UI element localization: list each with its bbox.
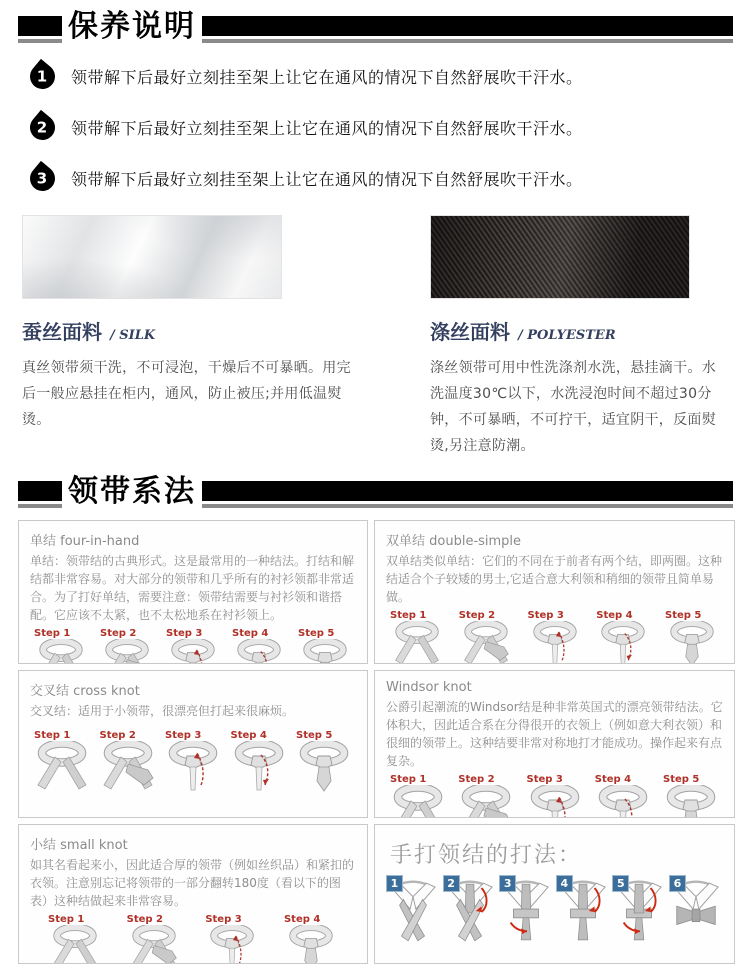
- tie-step: [96, 628, 158, 664]
- tie-step: [44, 914, 106, 964]
- care-item: [30, 62, 750, 90]
- tie-step: [162, 628, 224, 664]
- fabric-name: 涤丝面料: [430, 320, 510, 344]
- step-label: Step 2: [458, 774, 495, 785]
- care-item-text: 领带解下后最好立刻挂至架上让它在通风的情况下自然舒展吹干汗水。: [71, 67, 583, 87]
- steps-row: [386, 774, 723, 818]
- fabric-silk-column: [22, 215, 352, 459]
- step-label: Step 4: [596, 610, 633, 621]
- tie-step: [227, 730, 291, 797]
- fabric-name: 蚕丝面料: [22, 320, 102, 344]
- care-section-banner: [18, 9, 733, 46]
- step-label: Step 5: [665, 610, 702, 621]
- tie-step-illustration: [454, 785, 518, 818]
- tiebox-description: 如其名看起来小，因此适合厚的领带（例如丝织品）和紧扣的衣领。注意别忘记将领带的一部分翻转180度（看以下的图表）这种结做起来非常容易。: [30, 858, 355, 908]
- droplet-number-icon: [25, 109, 60, 144]
- step-number-badge: 1: [386, 875, 403, 892]
- droplet-number-icon: [25, 160, 60, 195]
- tie-step: [30, 628, 92, 664]
- tie-step: [386, 610, 448, 664]
- tie-step: [96, 730, 160, 797]
- tie-step-illustration: [161, 741, 225, 797]
- tiebox-title: 单结 four-in-hand: [30, 534, 140, 549]
- tie-step-illustration: [30, 639, 92, 664]
- care-item-text: 领带解下后最好立刻挂至架上让它在通风的情况下自然舒展吹干汗水。: [71, 169, 583, 189]
- polyester-fabric-image: [430, 215, 690, 299]
- step-label: Step 4: [230, 730, 267, 741]
- tie-step-illustration: [455, 621, 517, 664]
- banner-right-bar: [202, 16, 733, 43]
- step-label: Step 3: [526, 774, 563, 785]
- tie-step: [123, 914, 185, 964]
- step-label: Step 5: [296, 730, 333, 741]
- banner-right-bar: [202, 481, 733, 508]
- step-label: Step 2: [126, 914, 164, 925]
- fabric-title-row: [22, 316, 352, 345]
- tie-step-illustration: [386, 621, 448, 664]
- step-label: Step 3: [527, 610, 564, 621]
- tiebox-title: 小结 small knot: [30, 838, 128, 853]
- tiebox-description: 公爵引起潮流的Windsor结是种非常英国式的漂亮领带结法。它体积大，因此适合系在分得很开的衣领上（例如意大利衣领）和很细的领带上。这种结要非常对称地打才能成功。操作起来有点复杂。: [386, 700, 723, 768]
- tiebox-title: Windsor knot: [386, 680, 472, 695]
- droplet-number: 3: [37, 169, 48, 187]
- step-number-badge: 3: [499, 875, 516, 892]
- tie-step: [523, 774, 587, 818]
- tie-step-illustration: [201, 925, 263, 964]
- care-item-text: 领带解下后最好立刻挂至架上让它在通风的情况下自然舒展吹干汗水。: [71, 118, 583, 138]
- banner-left-bar: [18, 481, 62, 508]
- tiebox-description: 交叉结：适用于小领带，很漂亮但打起来很麻烦。: [30, 704, 295, 718]
- tie-step: [280, 914, 342, 964]
- care-section-title: 保养说明: [68, 9, 196, 44]
- steps-row: [386, 610, 723, 664]
- tie-step: [591, 774, 655, 818]
- tying-section-title: 领带系法: [68, 474, 196, 509]
- step-label: Step 3: [166, 628, 203, 639]
- care-item: [30, 164, 750, 192]
- step-label: Step 4: [232, 628, 269, 639]
- tie-step-illustration: [44, 925, 106, 964]
- tiebox-cross-knot: [18, 670, 368, 818]
- tie-step-illustration: [661, 621, 723, 664]
- tie-step: [161, 730, 225, 797]
- tiebox-windsor-knot: [374, 670, 735, 818]
- step-label: Step 2: [458, 610, 496, 621]
- tie-step-illustration: [96, 741, 160, 797]
- tying-method-grid: [18, 520, 735, 964]
- bowtie-step: [501, 875, 551, 953]
- step-label: Step 1: [48, 914, 85, 925]
- step-label: Step 1: [390, 774, 427, 785]
- steps-row: [30, 628, 356, 664]
- tie-step-illustration: [524, 621, 586, 664]
- bowtie-step: [614, 875, 664, 953]
- step-number-badge: 5: [612, 875, 629, 892]
- tie-step-illustration: [96, 639, 158, 664]
- tie-step: [454, 774, 518, 818]
- tie-step-illustration: [592, 621, 654, 664]
- fabric-polyester-column: [430, 215, 728, 459]
- tie-step-illustration: [30, 741, 94, 797]
- droplet-number: 2: [37, 118, 48, 136]
- tie-step-illustration: [162, 639, 224, 664]
- banner-left-bar: [18, 16, 62, 43]
- step-label: Step 2: [100, 628, 137, 639]
- bowtie-step: [671, 875, 721, 953]
- steps-row: [30, 914, 356, 964]
- tie-step-illustration: [227, 741, 291, 797]
- droplet-number: 1: [37, 67, 48, 85]
- fabric-title-row: [430, 316, 728, 345]
- step-label: Step 4: [283, 914, 321, 925]
- tie-step-illustration: [591, 785, 655, 818]
- tie-step: [294, 628, 356, 664]
- step-label: Step 5: [663, 774, 700, 785]
- tiebox-small-knot: [18, 824, 368, 964]
- step-label: Step 1: [34, 628, 71, 639]
- tie-step-illustration: [123, 925, 185, 964]
- tie-step: [661, 610, 723, 664]
- tie-step: [455, 610, 517, 664]
- tie-step-illustration: [386, 785, 450, 818]
- fabric-description: 涤丝领带可用中性洗涤剂水洗，悬挂滴干。水洗温度30℃以下，水洗浸泡时间不超过30分钟，不可暴晒，不可拧干，适宜阴干，反面熨烫,另注意防潮。: [430, 360, 716, 454]
- tie-step-illustration: [228, 639, 290, 664]
- step-label: Step 4: [594, 774, 632, 785]
- tie-step-illustration: [292, 741, 356, 797]
- tie-step: [30, 730, 94, 797]
- bowtie-step: [558, 875, 608, 953]
- tie-step-illustration: [659, 785, 723, 818]
- fabric-section: [22, 215, 728, 459]
- tiebox-description: 单结：领带结的古典形式。这是最常用的一种结法。打结和解结都非常容易。对大部分的领带和几乎所有的衬衫领都非常适合。为了打好单结，需要注意：领带结需要与衬衫领和谐搭配。它应该不太紧，也不太松地系在衬衫领上。: [30, 554, 355, 622]
- step-label: Step 3: [205, 914, 242, 925]
- tiebox-description: 双单结类似单结：它们的不同在于前者有两个结，即两圈。这种结适合个子较矮的男士,它适合意大利领和稍细的领带且简单易做。: [386, 554, 723, 604]
- care-item: [30, 113, 750, 141]
- bowtie-step: [388, 875, 438, 953]
- tiebox-title: 双单结 double-simple: [386, 534, 522, 549]
- step-label: Step 3: [165, 730, 202, 741]
- bowtie-step: [445, 875, 495, 953]
- tie-step: [386, 774, 450, 818]
- silk-fabric-image: [22, 215, 282, 299]
- step-number-badge: 4: [556, 875, 573, 892]
- bowtie-steps-row: [386, 875, 723, 953]
- fabric-name-en: / SILK: [110, 328, 156, 343]
- step-label: Step 1: [390, 610, 427, 621]
- tying-section-banner: [18, 474, 733, 511]
- steps-row: [30, 730, 356, 797]
- tie-step: [292, 730, 356, 797]
- step-label: Step 2: [99, 730, 136, 741]
- care-instruction-list: [30, 62, 750, 192]
- droplet-number-icon: [25, 58, 60, 93]
- tie-step: [659, 774, 723, 818]
- step-label: Step 1: [34, 730, 71, 741]
- step-number-badge: 6: [669, 875, 686, 892]
- tie-step: [201, 914, 263, 964]
- bowtie-title: 手打领结的打法：: [390, 843, 583, 868]
- tiebox-double-simple: [374, 520, 735, 664]
- tiebox-title: 交叉结 cross knot: [30, 684, 140, 699]
- fabric-description: 真丝领带须干洗，不可浸泡，干燥后不可暴晒。用完后一般应悬挂在柜内，通风，防止被压;并用低温熨烫。: [22, 360, 351, 428]
- tie-step: [228, 628, 290, 664]
- tiebox-bowtie: [374, 824, 735, 964]
- step-number-badge: 2: [443, 875, 460, 892]
- tie-step-illustration: [280, 925, 342, 964]
- tie-step-illustration: [294, 639, 356, 664]
- step-label: Step 5: [298, 628, 335, 639]
- fabric-name-en: / POLYESTER: [518, 328, 616, 343]
- tiebox-four-in-hand: [18, 520, 368, 664]
- tie-step-illustration: [523, 785, 587, 818]
- tie-step: [592, 610, 654, 664]
- tie-step: [524, 610, 586, 664]
